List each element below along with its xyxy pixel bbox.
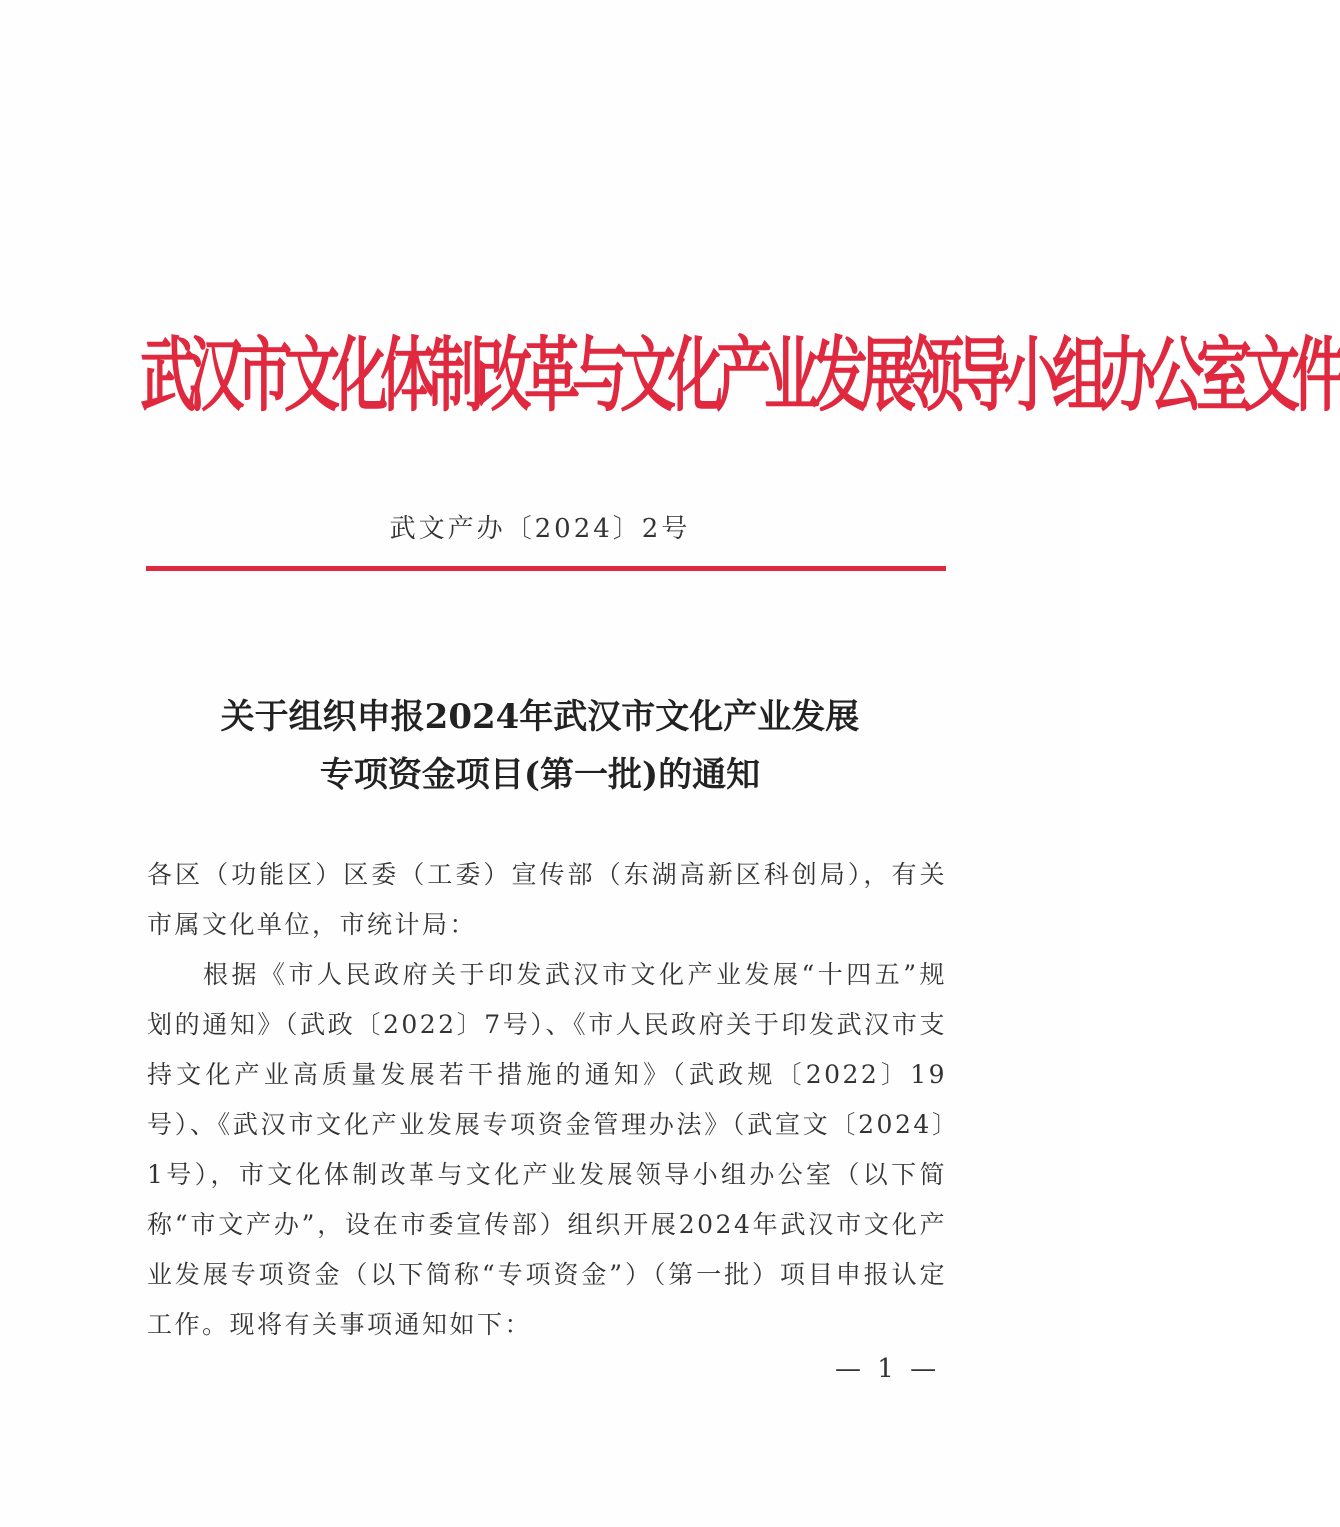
page-number: — 1 — — [835, 1354, 941, 1384]
issuer-red-header: 武汉市文化体制改革与文化产业发展领导小组办公室文件 — [140, 327, 1340, 424]
document-number: 武文产办〔2024〕2号 — [389, 514, 691, 544]
document-body — [147, 850, 947, 1350]
body-paragraph-1: 根据《市人民政府关于印发武汉市文化产业发展“十四五”规划的通知》（武政〔2022〕7号）、《市人民政府关于印发武汉市支持文化产业高质量发展若干措施的通知》（武政规〔2022〕19号）、《武汉市文化产业发展专项资金管理办法》（武宣文〔2024〕1号），市文化体制改革与文化产业发展领导小组办公室（以下简称“市文产办”，设在市委宣传部）组织开展2024年武汉市文化产业发展专项资金（以下简称“专项资金”）（第一批）项目申报认定工作。现将有关事项通知如下： — [147, 960, 947, 1339]
document-title — [0, 688, 1080, 804]
document-title-line-1: 关于组织申报2024年武汉市文化产业发展 — [220, 697, 860, 737]
addressee-paragraph: 各区（功能区）区委（工委）宣传部（东湖高新区科创局），有关市属文化单位，市统计局： — [147, 860, 947, 939]
red-separator-line — [146, 566, 946, 571]
document-title-line-2: 专项资金项目(第一批)的通知 — [319, 755, 761, 795]
